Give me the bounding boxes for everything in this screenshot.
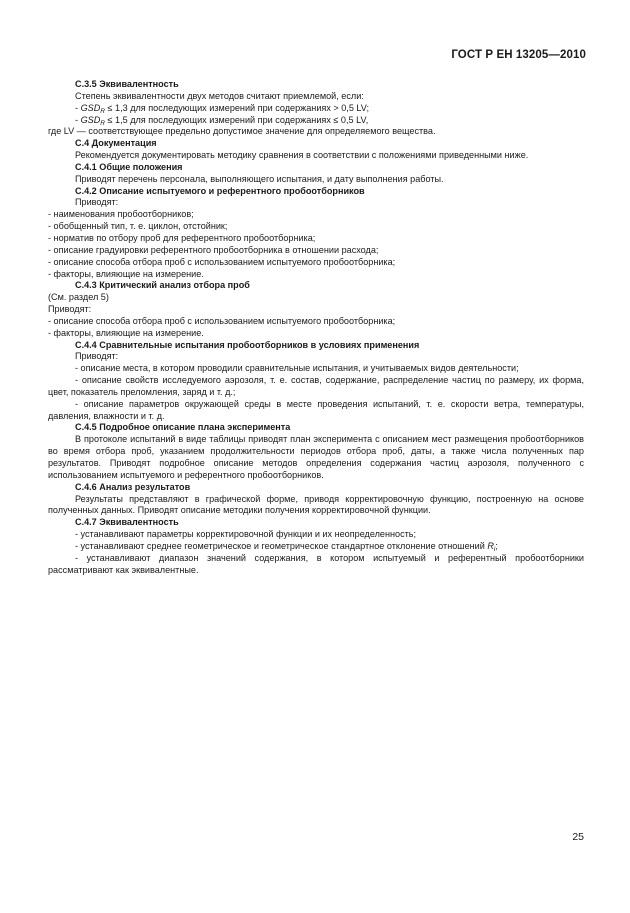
formula-item: - $GSD_R \le 1,3$ для последующих измерений при содержаниях > 0,5 LV; [75,102,370,115]
list-item: - описание способа отбора проб с использованием испытуемого пробоотборника; [48,315,396,326]
page-number: 25 [572,831,584,843]
section-heading-c43: С.4.3 Критический анализ отбора проб [75,280,250,291]
list-item: - устанавливают диапазон значений содержания, в котором испытуемый и референтный пробоотборники рассматривают как эквивалентные. [48,552,584,575]
section-heading-c4: С.4 Документация [75,138,157,149]
paragraph: Рекомендуется документировать методику сравнения в соответствии с положениями приведенными ниже. [75,150,529,161]
formula-item: - $GSD_R \le 1,5$ для последующих измерений при содержаниях ≤ 0,5 LV, [75,114,369,127]
list-item: - норматив по отбору проб для референтного пробоотборника; [48,232,316,243]
paragraph: Результаты представляют в графической форме, приводя корректировочную функцию, построенную на основе полученных данных. Приводят описание методики получения корректировочной функции. [48,493,584,516]
section-heading-c35: С.3.5 Эквивалентность [75,79,179,89]
paragraph: Приводят: [75,351,119,362]
paragraph-note: где LV — соответствующее предельно допустимое значение для определяемого вещества. [48,126,436,137]
paragraph: Степень эквивалентности двух методов считают приемлемой, если: [75,90,364,101]
list-item: - факторы, влияющие на измерение. [48,327,204,338]
list-item: - устанавливают параметры корректировочной функции и их неопределенность; [75,529,417,540]
paragraph: Приводят: [48,304,92,315]
list-item: - описание градуировки референтного пробоотборника в отношении расхода; [48,244,379,255]
document-body [48,79,584,576]
list-item: - факторы, влияющие на измерение. [48,268,204,279]
list-item: - наименования пробоотборников; [48,209,194,220]
paragraph: В протоколе испытаний в виде таблицы приводят план эксперимента с описанием мест размещения пробоотборников во время отбора проб, указанием продолжительности периодов отбора проб, даты, а также числа полученных пар результатов. Приводят подробное описание методов определения содержания частиц аэрозоля, полученного с использованием испытуемого и референтного пробоотборников. [48,434,584,480]
paragraph: (См. раздел 5) [48,292,109,303]
list-item: - обобщенный тип, т. е. циклон, отстойник; [48,221,228,232]
section-heading-c46: С.4.6 Анализ результатов [75,481,191,492]
symbol: GSD [80,102,101,113]
paragraph: Приводят: [75,197,119,208]
paragraph: Приводят перечень персонала, выполняющего испытания, и дату выполнения работы. [75,173,444,184]
list-item: - устанавливают среднее геометрическое и геометрическое стандартное отклонение отношений $R_i$; [75,540,498,553]
list-item: - описание параметров окружающей среды в месте проведения испытаний, т. е. скорости ветра, температуры, давления, влажности и т. д. [48,398,584,421]
list-item: - описание свойств исследуемого аэрозоля, т. е. состав, содержание, распределение частиц по размеру, их форма, цвет, показатель преломления, заряд и т. д.; [48,375,584,397]
symbol: R [487,540,494,551]
document-header: ГОСТ Р ЕН 13205—2010 [451,49,586,61]
section-heading-c44: С.4.4 Сравнительные испытания пробоотборников в условиях применения [75,339,420,350]
symbol: GSD [80,114,101,125]
section-heading-c41: С.4.1 Общие положения [75,161,183,172]
list-item: - описание способа отбора проб с использованием испытуемого пробоотборника; [48,256,396,267]
section-heading-c45: С.4.5 Подробное описание плана эксперимента [75,422,291,433]
section-heading-c47: С.4.7 Эквивалентность [75,517,179,528]
list-item: - описание места, в котором проводили сравнительные испытания, и учитываемых видов деятельности; [75,363,519,374]
section-heading-c42: С.4.2 Описание испытуемого и референтного пробоотборников [75,185,365,196]
